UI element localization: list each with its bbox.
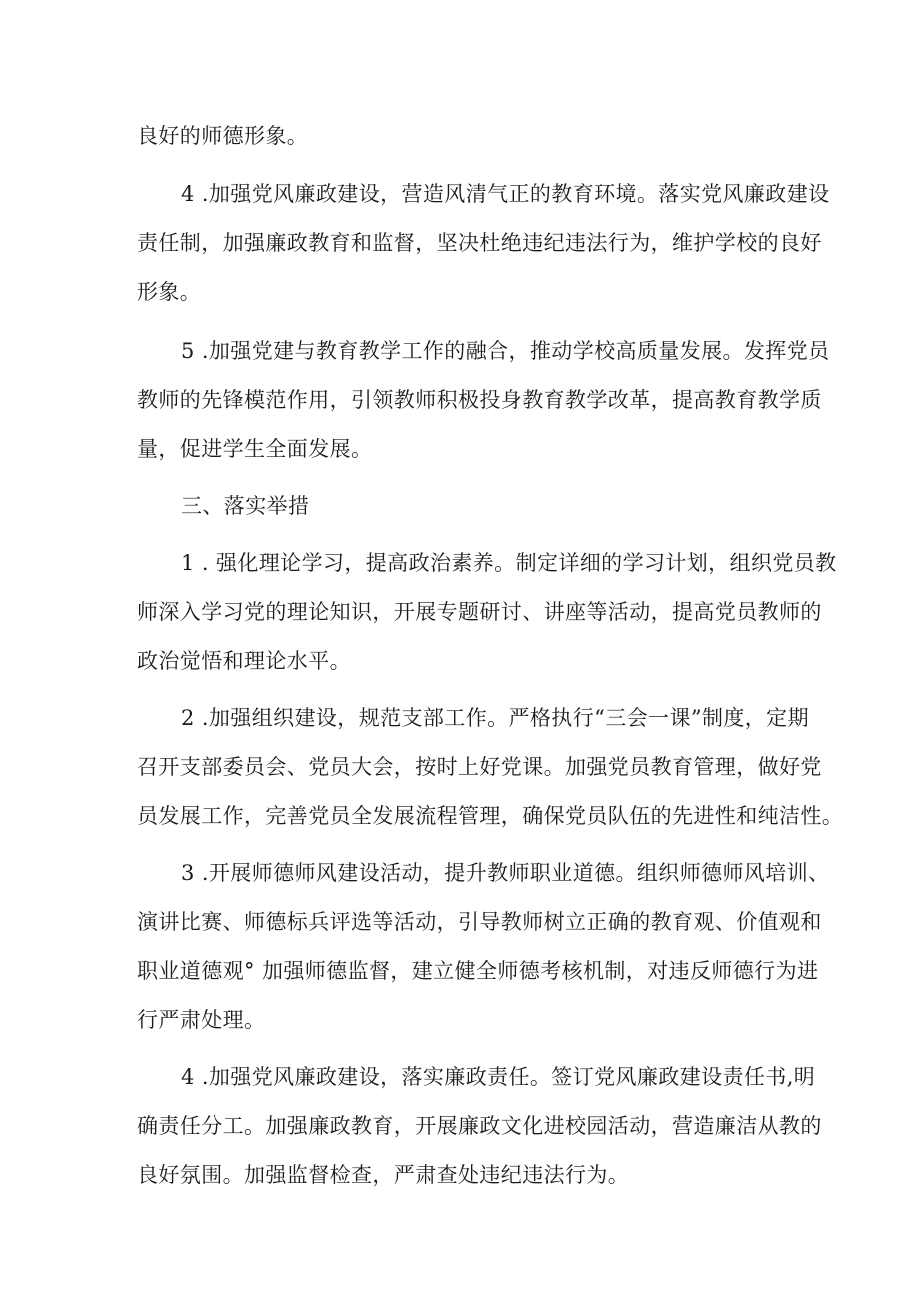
text-line: 4 .加强党风廉政建设，营造风清气正的教育环境。落实党风廉政建设 (181, 182, 830, 206)
text-line: 确责任分工。加强廉政教育，开展廉政文化进校园活动，营造廉洁从教的 (137, 1114, 822, 1138)
text-line: 师深入学习党的理论知识，开展专题研讨、讲座等活动，提高党员教师的 (137, 600, 822, 624)
text-line: 行严肃处理。 (137, 1008, 266, 1032)
paragraph-measure-4 (137, 1053, 822, 1200)
text-line: 量，促进学生全面发展。 (137, 437, 373, 461)
paragraph-measure-2 (137, 694, 844, 841)
text-line: 良好氛围。加强监督检查，严肃查处违纪违法行为。 (137, 1163, 630, 1187)
text-line: 政治觉悟和理论水平。 (137, 649, 351, 673)
text-line: 1 . 强化理论学习，提高政治素养。制定详细的学习计划，组织党员教 (181, 551, 837, 575)
section-heading-text: 三、落实举措 (181, 494, 310, 518)
paragraph-continuation (137, 112, 793, 161)
text-line: 形象。 (137, 280, 202, 304)
paragraph-measure-3 (137, 849, 830, 1045)
text-line: 责任制，加强廉政教育和监督，坚决杜绝违纪违法行为，维护学校的良好 (137, 231, 822, 255)
paragraph-item-5-integration (137, 327, 830, 474)
text-line: 员发展工作，完善党员全发展流程管理，确保党员队伍的先进性和纯洁性。 (137, 804, 844, 828)
text-line: 召开支部委员会、党员大会，按时上好党课。加强党员教育管理，做好党 (137, 755, 822, 779)
paragraph-item-4-integrity (137, 170, 830, 317)
text-line: 良好的师德形象。 (137, 124, 309, 148)
text-line: 2 .加强组织建设，规范支部工作。严格执行“三会一课”制度，定期 (181, 706, 809, 730)
text-line: 4 .加强党风廉政建设，落实廉政责任。签订党风廉政建设责任书,明 (181, 1065, 816, 1089)
section-heading (137, 482, 793, 531)
text-line: 教师的先锋模范作用，引领教师积极投身教育教学改革，提高教育教学质 (137, 388, 822, 412)
text-line: 5 .加强党建与教育教学工作的融合，推动学校高质量发展。发挥党员 (181, 339, 830, 363)
text-line: 3 .开展师德师风建设活动，提升教师职业道德。组织师德师风培训、 (181, 861, 830, 885)
text-line: 职业道德观° 加强师德监督，建立健全师德考核机制，对违反师德行为进 (137, 959, 819, 983)
paragraph-measure-1 (137, 539, 837, 686)
text-line: 演讲比赛、师德标兵评选等活动，引导教师树立正确的教育观、价值观和 (137, 910, 822, 934)
